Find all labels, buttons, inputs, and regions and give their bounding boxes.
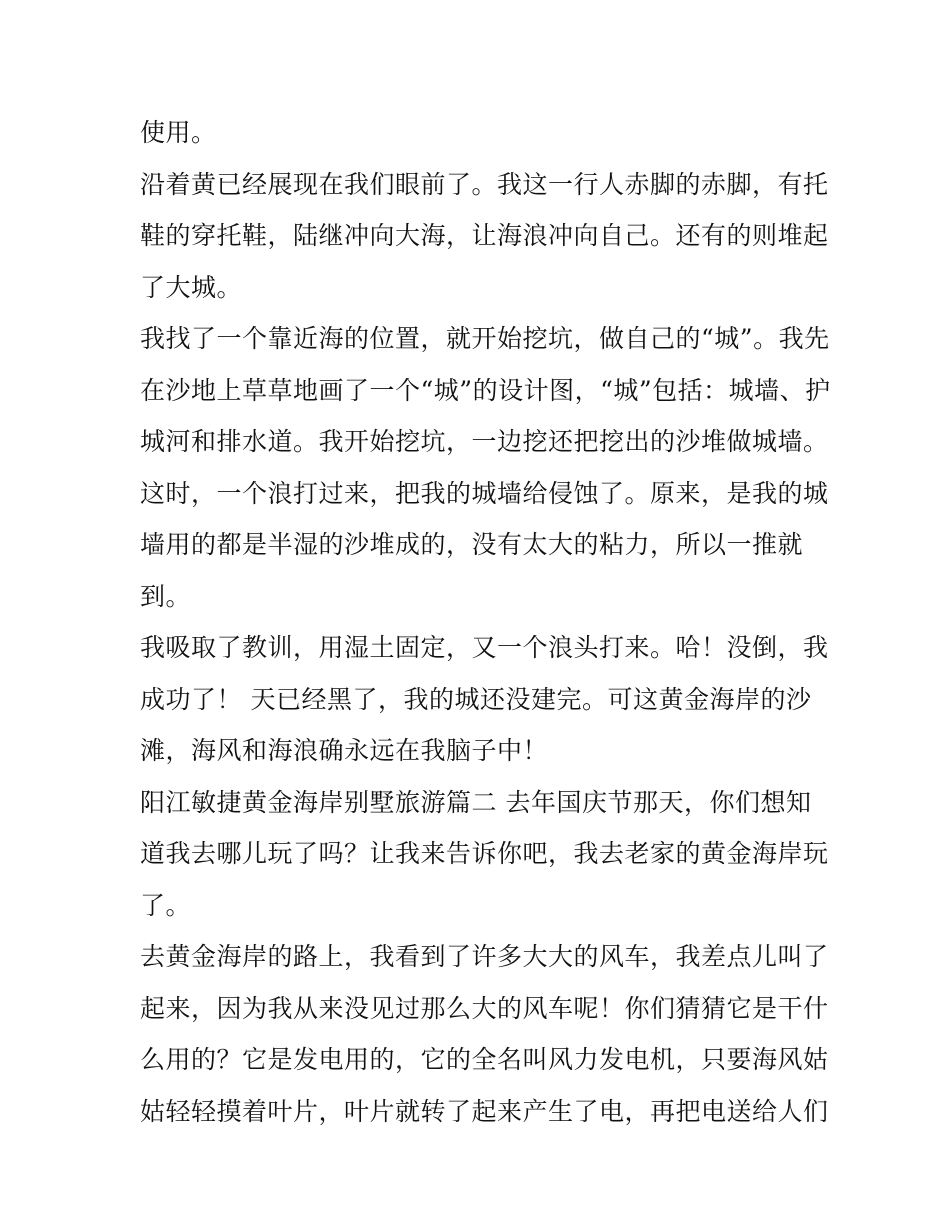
text-line: 鞋的穿托鞋，陆继冲向大海，让海浪冲向自己。还有的则堆起 xyxy=(140,221,829,250)
text-line: 我吸取了教训，用湿土固定，又一个浪头打来。哈！没倒，我 xyxy=(140,633,829,662)
text-line: 起来，因为我从来没见过那么大的风车呢！你们猜猜它是干什 xyxy=(140,993,829,1023)
text-line: 了。 xyxy=(140,890,192,920)
text-line: 姑轻轻摸着叶片，叶片就转了起来产生了电，再把电送给人们 xyxy=(140,1096,829,1126)
text-line: 道我去哪儿玩了吗？让我来告诉你吧，我去老家的黄金海岸玩 xyxy=(140,839,829,868)
text-line: 去黄金海岸的路上，我看到了许多大大的风车，我差点儿叫了 xyxy=(140,942,829,971)
text-line: 成功了！ 天已经黑了，我的城还没建完。可这黄金海岸的沙 xyxy=(140,684,812,714)
text-line: 沿着黄已经展现在我们眼前了。我这一行人赤脚的赤脚，有托 xyxy=(140,169,829,199)
text-line: 墙用的都是半湿的沙堆成的，没有太大的粘力，所以一推就 xyxy=(140,530,804,559)
text-line: 使用。 xyxy=(140,118,217,147)
document-body xyxy=(140,107,831,1137)
text-line: 在沙地上草草地画了一个“城”的设计图，“城”包括：城墙、护 xyxy=(140,375,831,405)
text-line: 滩，海风和海浪确永远在我脑子中！ xyxy=(140,736,549,765)
text-line: 我找了一个靠近海的位置，就开始挖坑，做自己的“城”。我先 xyxy=(140,324,830,353)
text-line: 了大城。 xyxy=(140,272,243,302)
text-line: 到。 xyxy=(140,581,192,611)
text-line: 这时，一个浪打过来，把我的城墙给侵蚀了。原来，是我的城 xyxy=(140,478,829,508)
text-line: 城河和排水道。我开始挖坑，一边挖还把挖出的沙堆做城墙。 xyxy=(140,427,829,456)
text-line: 么用的？它是发电用的，它的全名叫风力发电机，只要海风姑 xyxy=(140,1045,829,1074)
text-line: 阳江敏捷黄金海岸别墅旅游篇二 去年国庆节那天，你们想知 xyxy=(140,787,812,817)
